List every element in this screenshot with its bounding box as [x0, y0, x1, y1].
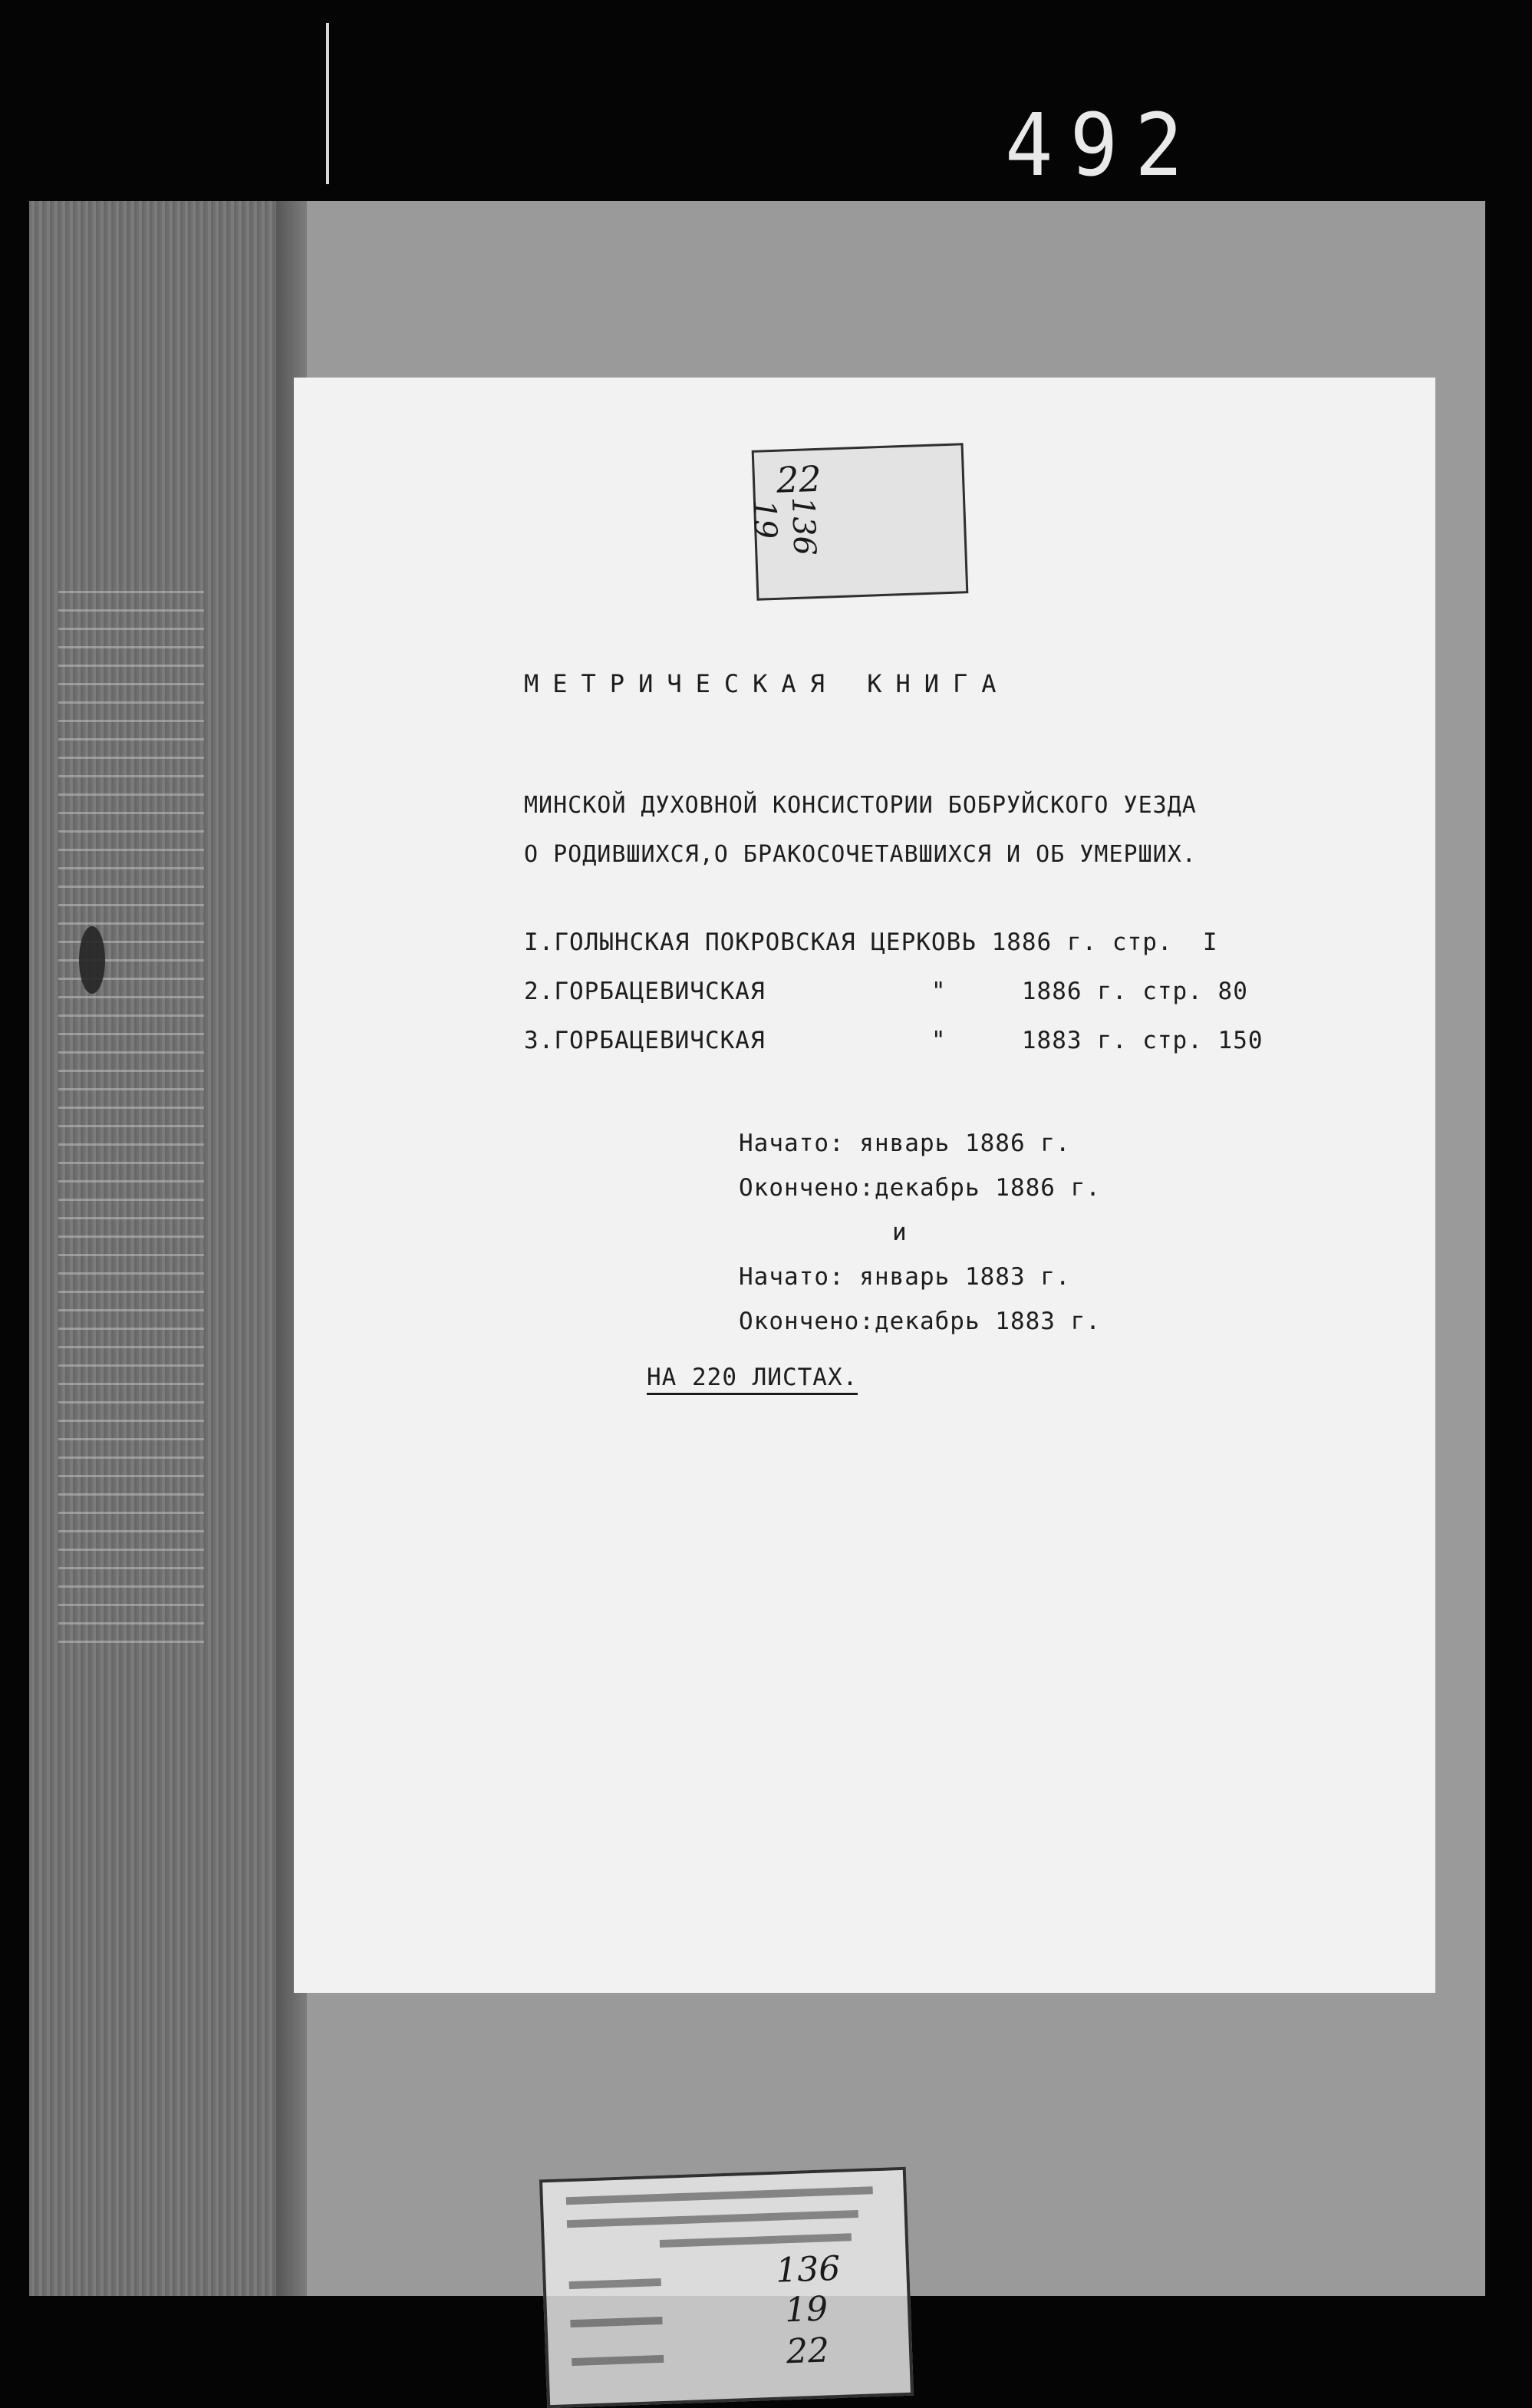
document-title: МЕТРИЧЕСКАЯ КНИГА: [524, 669, 1010, 698]
stamp-text-line: [660, 2233, 852, 2248]
stamp-text-line: [572, 2355, 664, 2366]
reference-stamp: [746, 443, 969, 601]
stamp-text-line: [569, 2278, 661, 2289]
spine-stain: [79, 926, 105, 994]
contents-entry: I.ГОЛЫНСКАЯ ПОКРОВСКАЯ ЦЕРКОВЬ 1886 г. стр. I: [524, 929, 1218, 956]
contents-entry: 2.ГОРБАЦЕВИЧСКАЯ " 1886 г. стр. 80: [524, 978, 1248, 1005]
stamp-number-1: 136: [775, 2248, 842, 2291]
film-edge-mark: [326, 23, 329, 184]
stamp-number-3: 22: [786, 2330, 830, 2372]
reference-number-3: 136: [784, 496, 822, 556]
reference-number-1: 22: [776, 457, 822, 501]
sheet-count: НА 220 ЛИСТАХ.: [647, 1364, 858, 1395]
date-line: Окончено:декабрь 1886 г.: [739, 1174, 1101, 1202]
document-subtitle-line-1: МИНСКОЙ ДУХОВНОЙ КОНСИСТОРИИ БОБРУЙСКОГО УЕЗДА: [524, 792, 1197, 819]
date-line: Окончено:декабрь 1883 г.: [739, 1308, 1101, 1335]
stamp-text-line: [570, 2317, 662, 2327]
title-page: [294, 378, 1435, 1993]
book-cover: [29, 201, 1485, 2372]
spine-lettering: [58, 577, 204, 1651]
date-line: Начато: январь 1883 г.: [739, 1263, 1071, 1291]
archive-stamp: [539, 2167, 914, 2408]
date-line: Начато: январь 1886 г.: [739, 1130, 1071, 1157]
frame-number: 492: [1005, 94, 1200, 196]
contents-entry: 3.ГОРБАЦЕВИЧСКАЯ " 1883 г. стр. 150: [524, 1027, 1263, 1054]
document-subtitle-line-2: О РОДИВШИХСЯ,О БРАКОСОЧЕТАВШИХСЯ И ОБ УМЕРШИХ.: [524, 841, 1197, 868]
date-line: и: [892, 1219, 908, 1246]
stamp-number-2: 19: [784, 2289, 829, 2330]
stamp-text-line: [566, 2186, 873, 2205]
reference-number-2: 19: [746, 499, 783, 540]
stamp-text-line: [567, 2210, 858, 2228]
